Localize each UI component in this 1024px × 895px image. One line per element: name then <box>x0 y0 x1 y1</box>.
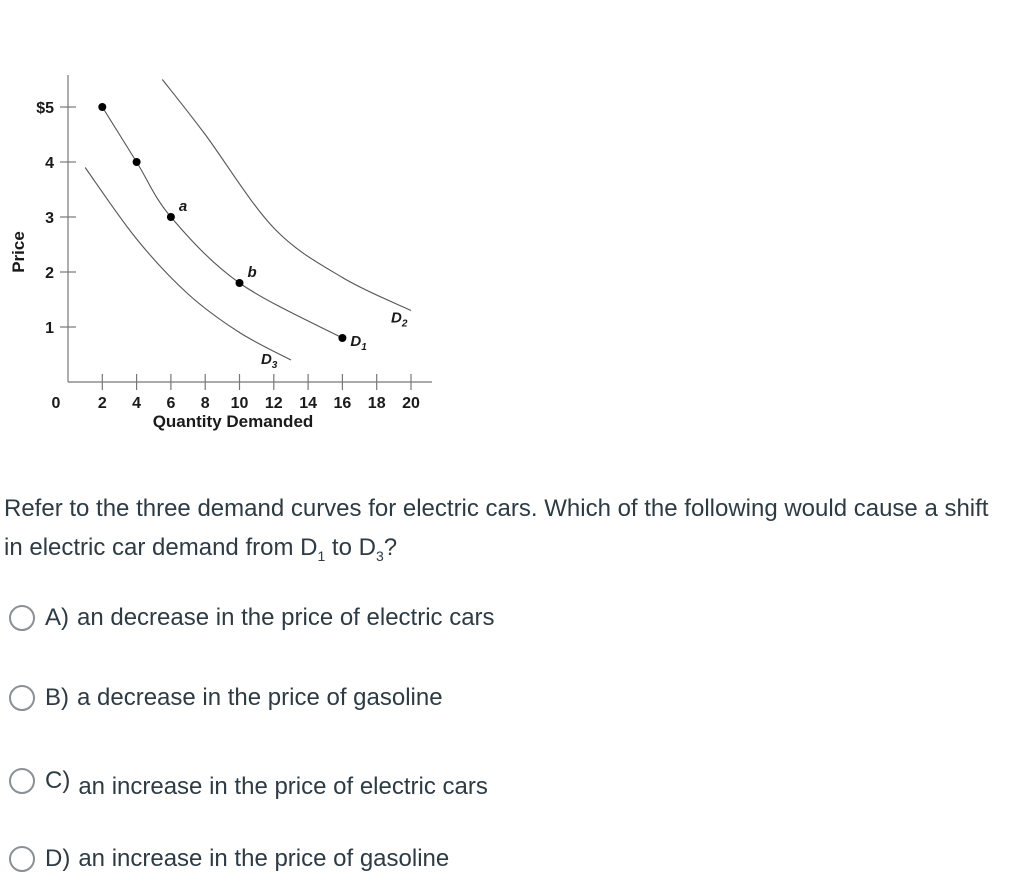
option-a-letter: A) <box>45 604 69 631</box>
curve-label-d2: $D_2$ <box>391 309 408 330</box>
x-axis-title: Quantity Demanded <box>152 412 314 431</box>
curve-label-d3: $D_3$ <box>260 351 278 371</box>
curve-d1 <box>102 107 342 338</box>
radio-c[interactable] <box>9 768 35 794</box>
question-text: Refer to the three demand curves for electric cars. Which of the following would cause a shift in electric car demand from $D_1$ to $D_3$? <box>4 495 989 564</box>
y-tick-label: 4 <box>45 155 54 172</box>
radio-a[interactable] <box>9 605 35 631</box>
radio-d[interactable] <box>9 846 35 872</box>
x-tick-label: 20 <box>402 395 420 412</box>
curve-d3 <box>85 168 291 361</box>
option-d-letter: D) <box>45 845 71 872</box>
option-a[interactable] <box>9 604 495 632</box>
data-markers <box>98 103 346 342</box>
data-point <box>338 334 346 342</box>
y-tick-label: 3 <box>45 210 54 227</box>
y-tick-label: $5 <box>36 100 54 117</box>
option-b-letter: B) <box>45 684 69 711</box>
x-tick-label: 2 <box>97 395 107 412</box>
x-tick-label: 10 <box>230 395 249 412</box>
x-tick-label: 12 <box>264 395 283 412</box>
option-c[interactable] <box>9 767 488 800</box>
point-label-b: b <box>247 264 257 281</box>
data-point <box>236 279 244 287</box>
x-tick-label: 8 <box>200 395 210 412</box>
y-axis-title: Price <box>9 231 28 273</box>
chart-axes <box>36 75 432 412</box>
curve-label-d1: $D_1$ <box>350 333 367 353</box>
option-d-text: an increase in the price of gasoline <box>78 845 450 872</box>
option-c-text: an increase in the price of electric cars <box>78 773 488 800</box>
demand-curves <box>85 80 411 361</box>
x-tick-label: 16 <box>333 395 352 412</box>
option-b-text: a decrease in the price of gasoline <box>77 684 443 711</box>
y-tick-label: 2 <box>45 265 54 282</box>
option-d[interactable] <box>9 845 449 873</box>
option-c-letter: C) <box>45 767 71 794</box>
y-tick-label: 1 <box>45 320 54 337</box>
option-a-text: an decrease in the price of electric cars <box>77 604 495 631</box>
data-point <box>167 213 175 221</box>
radio-b[interactable] <box>9 685 35 711</box>
x-tick-label: 14 <box>299 395 317 412</box>
option-b[interactable] <box>9 684 443 712</box>
data-point <box>133 158 141 166</box>
x-tick-label: 0 <box>51 395 61 412</box>
point-label-a: a <box>178 198 188 215</box>
chart-labels <box>179 198 408 371</box>
x-tick-label: 6 <box>166 395 176 412</box>
x-tick-label: 4 <box>132 395 142 412</box>
demand-chart <box>0 60 450 440</box>
x-tick-label: 18 <box>367 395 386 412</box>
data-point <box>98 103 106 111</box>
curve-d2 <box>162 80 411 311</box>
